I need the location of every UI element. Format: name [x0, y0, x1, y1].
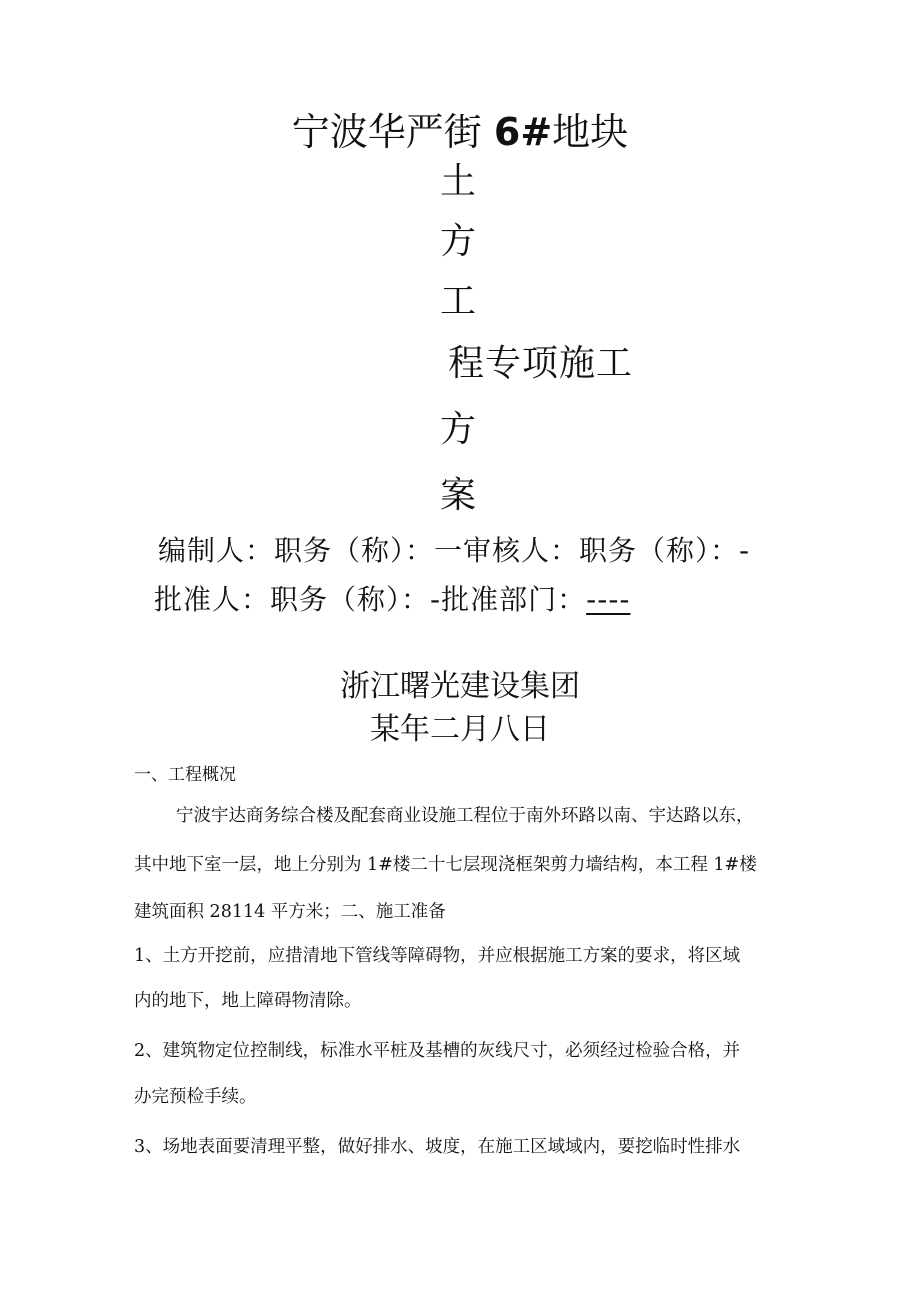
cover-title: [0, 110, 920, 154]
item3-line1: 3、场地表面要清理平整，做好排水、坡度，在施工区域域内，要挖临时性排水: [134, 1137, 741, 1157]
cover-title-suffix: 地块: [552, 110, 629, 154]
item2-line2: 办完预检手续。: [134, 1087, 257, 1107]
document-date: 某年二月八日: [370, 712, 550, 747]
signature-line-2: [154, 583, 631, 617]
paragraph1-line1: 宁波宇达商务综合楼及配套商业设施工程位于南外环路以南、宇达路以东，: [176, 806, 754, 826]
title-char-5: 方: [440, 409, 477, 450]
cover-title-code: 6#: [493, 110, 553, 154]
company-name: 浙江曙光建设集团: [340, 669, 580, 704]
signature-line-2-text: 批准人：职务（称）：-批准部门：: [154, 583, 587, 616]
title-char-1: 土: [440, 161, 477, 202]
item1-line1: 1、土方开挖前，应措清地下管线等障碍物，并应根据施工方案的要求，将区域: [134, 946, 741, 966]
title-char-6: 案: [440, 475, 477, 516]
title-char-2: 方: [440, 221, 477, 262]
section-heading-overview: 一、工程概况: [134, 765, 236, 785]
item1-line2: 内的地下，地上障碍物清除。: [134, 991, 362, 1011]
paragraph1-line2: 其中地下室一层，地上分别为 1#楼二十七层现浇框架剪力墙结构，本工程 1#楼: [134, 855, 757, 875]
cover-title-prefix: 宁波华严街: [291, 110, 494, 154]
approval-dept-blank: ----: [586, 583, 631, 616]
title-char-3: 工: [440, 281, 477, 322]
signature-line-1: 编制人：职务（称）：一审核人：职务（称）：-: [158, 534, 751, 567]
item2-line1: 2、建筑物定位控制线，标准水平桩及基槽的灰线尺寸，必须经过检验合格，并: [134, 1041, 741, 1061]
paragraph1-line3: 建筑面积 28114 平方米；二、施工准备: [134, 902, 446, 922]
title-line-4: 程专项施工: [448, 343, 634, 384]
